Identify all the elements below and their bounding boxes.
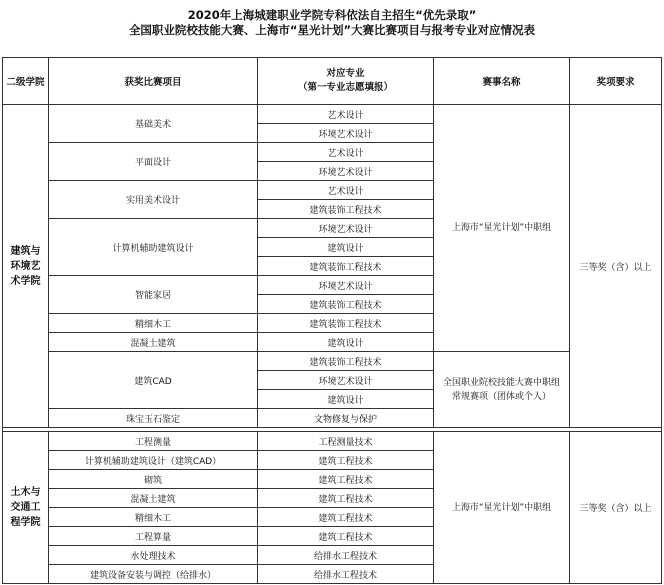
project-cell: 精细木工 (49, 508, 258, 527)
major-cell: 建筑设计 (258, 238, 434, 257)
major-cell: 环境艺术设计 (258, 124, 434, 143)
section-civil (3, 432, 662, 584)
major-cell: 环境艺术设计 (258, 371, 434, 390)
table-row (3, 432, 662, 451)
major-cell: 环境艺术设计 (258, 276, 434, 295)
major-cell: 文物修复与保护 (258, 409, 434, 428)
major-cell: 建筑装饰工程技术 (258, 257, 434, 276)
project-cell: 混凝土建筑 (49, 333, 258, 352)
project-cell: 混凝土建筑 (49, 489, 258, 508)
project-cell: 建筑设备安装与调控（给排水） (49, 565, 258, 584)
competition-cell: 上海市“星光计划”中职组 (434, 105, 570, 352)
project-cell: 计算机辅助建筑设计 (49, 219, 258, 276)
title-line-2: 全国职业院校技能大赛、上海市“星光计划”大赛比赛项目与报考专业对应情况表 (128, 23, 536, 37)
major-cell: 给排水工程技术 (258, 565, 434, 584)
project-cell: 计算机辅助建筑设计（建筑CAD） (49, 451, 258, 470)
project-cell: 水处理技术 (49, 546, 258, 565)
major-cell: 建筑装饰工程技术 (258, 295, 434, 314)
section-architecture (3, 105, 662, 428)
title-line-1: 2020年上海城建职业学院专科依法自主招生“优先录取” (187, 8, 477, 22)
table-row (3, 105, 662, 124)
college-cell: 土木与交通工程学院 (3, 432, 49, 584)
major-cell: 艺术设计 (258, 105, 434, 124)
college-cell: 建筑与环境艺术学院 (3, 105, 49, 428)
award-cell: 三等奖（含）以上 (570, 432, 662, 584)
major-cell: 艺术设计 (258, 181, 434, 200)
project-cell: 实用美术设计 (49, 181, 258, 219)
project-cell: 平面设计 (49, 143, 258, 181)
major-cell: 建筑工程技术 (258, 470, 434, 489)
project-cell: 珠宝玉石鉴定 (49, 409, 258, 428)
competition-cell: 上海市“星光计划”中职组 (434, 432, 570, 584)
major-cell: 建筑工程技术 (258, 508, 434, 527)
project-cell: 基础美术 (49, 105, 258, 143)
award-cell: 三等奖（含）以上 (570, 105, 662, 428)
document-title (0, 0, 664, 38)
major-cell: 建筑工程技术 (258, 451, 434, 470)
competition-cell: 全国职业院校技能大赛中职组常规赛项（团体或个人） (434, 352, 570, 428)
major-cell: 环境艺术设计 (258, 162, 434, 181)
major-cell: 建筑工程技术 (258, 527, 434, 546)
header-project: 获奖比赛项目 (49, 58, 258, 105)
project-cell: 工程算量 (49, 527, 258, 546)
major-cell: 建筑设计 (258, 333, 434, 352)
major-cell: 建筑装饰工程技术 (258, 314, 434, 333)
header-award: 奖项要求 (570, 58, 662, 105)
project-cell: 建筑CAD (49, 352, 258, 409)
major-cell: 建筑工程技术 (258, 489, 434, 508)
project-cell: 智能家居 (49, 276, 258, 314)
project-cell: 砌筑 (49, 470, 258, 489)
header-competition: 赛事名称 (434, 58, 570, 105)
project-cell: 工程测量 (49, 432, 258, 451)
header-major-text: 对应专业 （第一专业志愿填报） (297, 68, 393, 93)
header-major (258, 58, 434, 105)
header-row (3, 58, 662, 105)
major-cell: 给排水工程技术 (258, 546, 434, 565)
major-cell: 环境艺术设计 (258, 219, 434, 238)
correspondence-table (2, 57, 662, 584)
table-row (3, 352, 662, 371)
major-cell: 建筑装饰工程技术 (258, 352, 434, 371)
major-cell: 工程测量技术 (258, 432, 434, 451)
major-cell: 建筑装饰工程技术 (258, 200, 434, 219)
major-cell: 建筑设计 (258, 390, 434, 409)
major-cell: 艺术设计 (258, 143, 434, 162)
project-cell: 精细木工 (49, 314, 258, 333)
header-college: 二级学院 (3, 58, 49, 105)
